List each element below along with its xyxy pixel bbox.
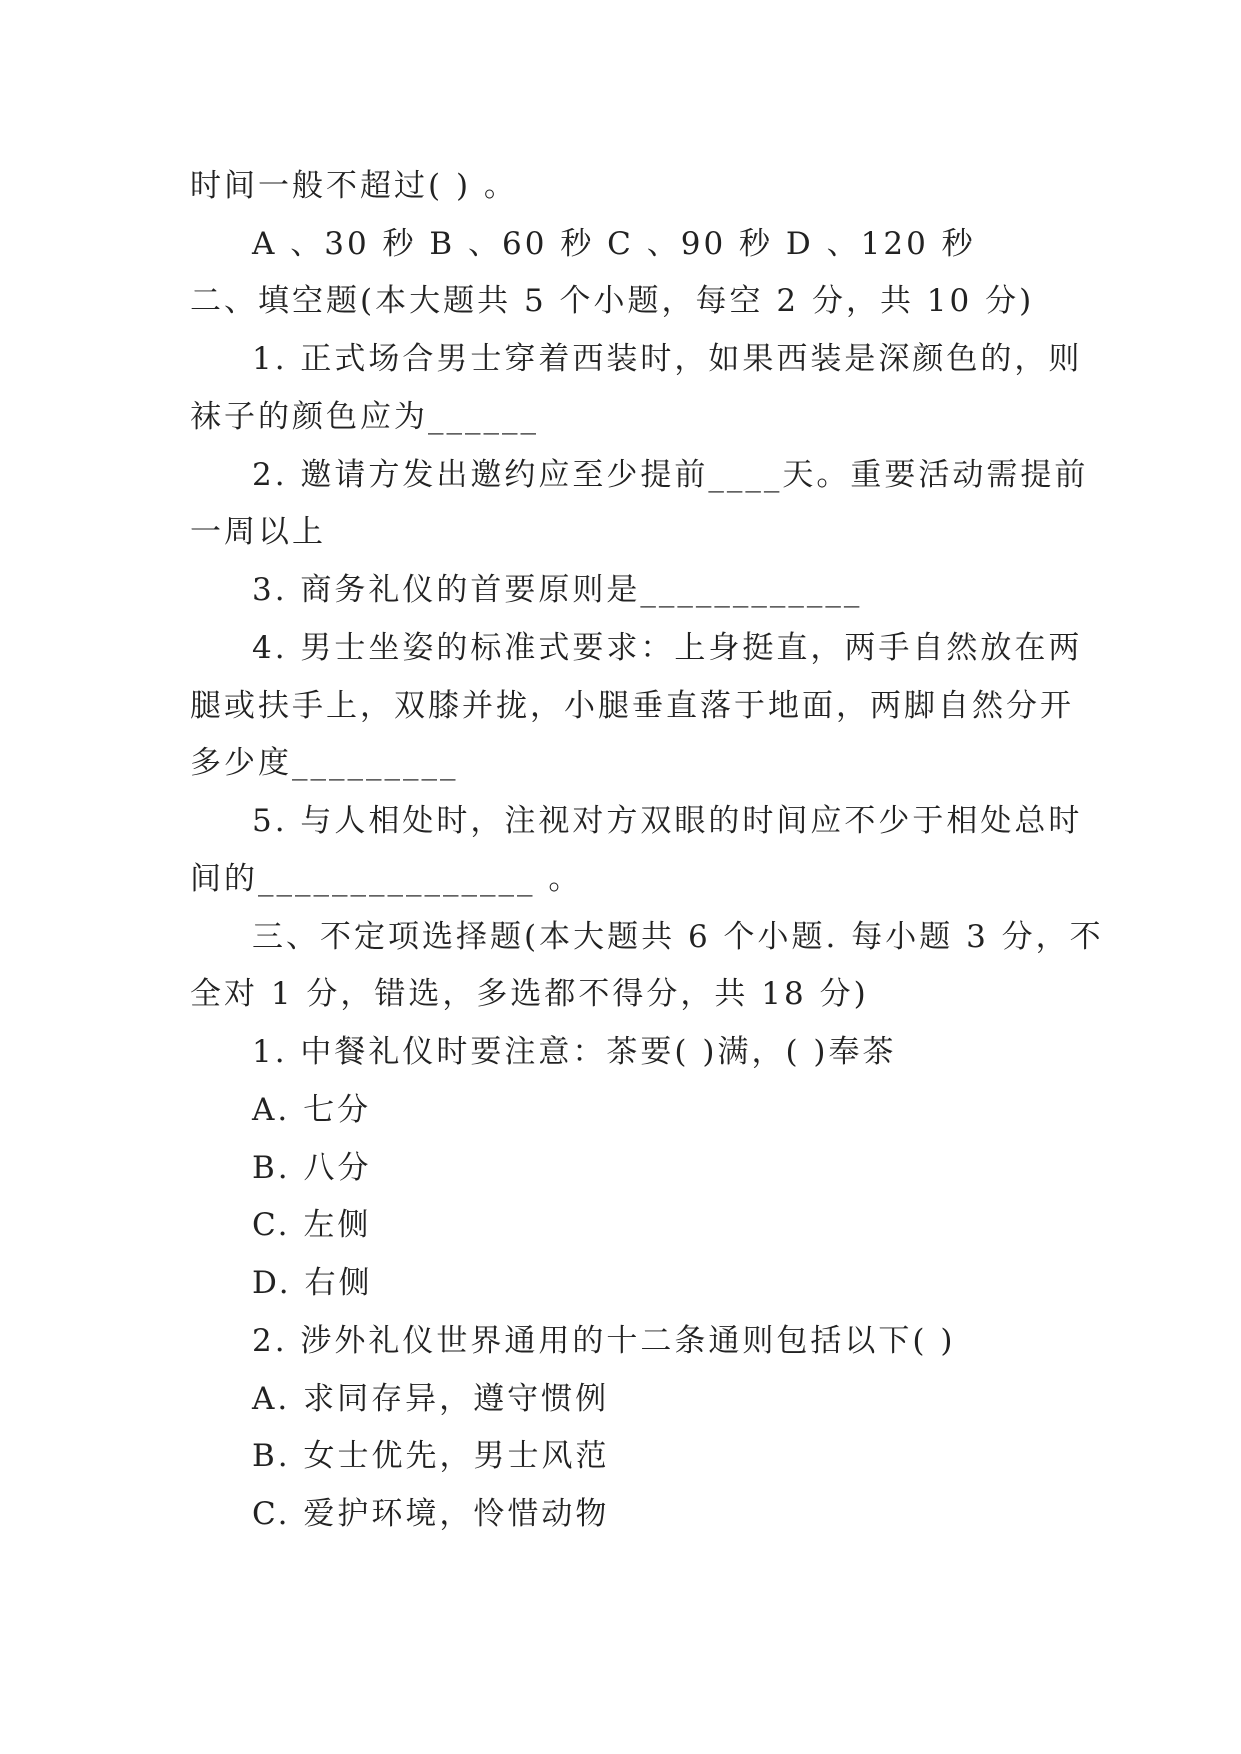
question-options: A 、30 秒 B 、60 秒 C 、90 秒 D 、120 秒 xyxy=(252,226,976,262)
fill-blank-question: 3. 商务礼仪的首要原则是____________ xyxy=(252,572,863,608)
fill-blank-question: 1. 正式场合男士穿着西装时，如果西装是深颜色的，则 xyxy=(252,341,1083,377)
option-c: C. 爱护环境，怜惜动物 xyxy=(252,1496,610,1532)
text-line: 腿或扶手上，双膝并拢，小腿垂直落于地面，两脚自然分开 xyxy=(190,688,1074,724)
option-b: B. 八分 xyxy=(252,1150,372,1186)
section-heading: 二、填空题(本大题共 5 个小题，每空 2 分，共 10 分) xyxy=(190,283,1035,319)
fill-blank-question: 2. 邀请方发出邀约应至少提前____天。重要活动需提前 xyxy=(252,457,1089,493)
section-heading: 三、不定项选择题(本大题共 6 个小题. 每小题 3 分，不 xyxy=(252,919,1104,955)
text-line: 袜子的颜色应为______ xyxy=(190,399,539,435)
option-a: A. 求同存异，遵守惯例 xyxy=(252,1381,610,1417)
option-a: A. 七分 xyxy=(252,1092,372,1128)
text-line: 一周以上 xyxy=(190,514,326,550)
text-line: 间的_______________ 。 xyxy=(190,861,583,897)
text-line: 时间一般不超过( ) 。 xyxy=(190,168,518,204)
multiple-choice-question: 1. 中餐礼仪时要注意：茶要( )满，( )奉茶 xyxy=(252,1034,897,1070)
option-c: C. 左侧 xyxy=(252,1207,372,1243)
text-line: 全对 1 分，错选，多选都不得分，共 18 分) xyxy=(190,976,869,1012)
fill-blank-question: 4. 男士坐姿的标准式要求：上身挺直，两手自然放在两 xyxy=(252,630,1083,666)
option-d: D. 右侧 xyxy=(252,1265,373,1301)
multiple-choice-question: 2. 涉外礼仪世界通用的十二条通则包括以下( ) xyxy=(252,1323,956,1359)
option-b: B. 女士优先，男士风范 xyxy=(252,1438,610,1474)
fill-blank-question: 5. 与人相处时，注视对方双眼的时间应不少于相处总时 xyxy=(252,803,1083,839)
text-line: 多少度_________ xyxy=(190,745,459,781)
